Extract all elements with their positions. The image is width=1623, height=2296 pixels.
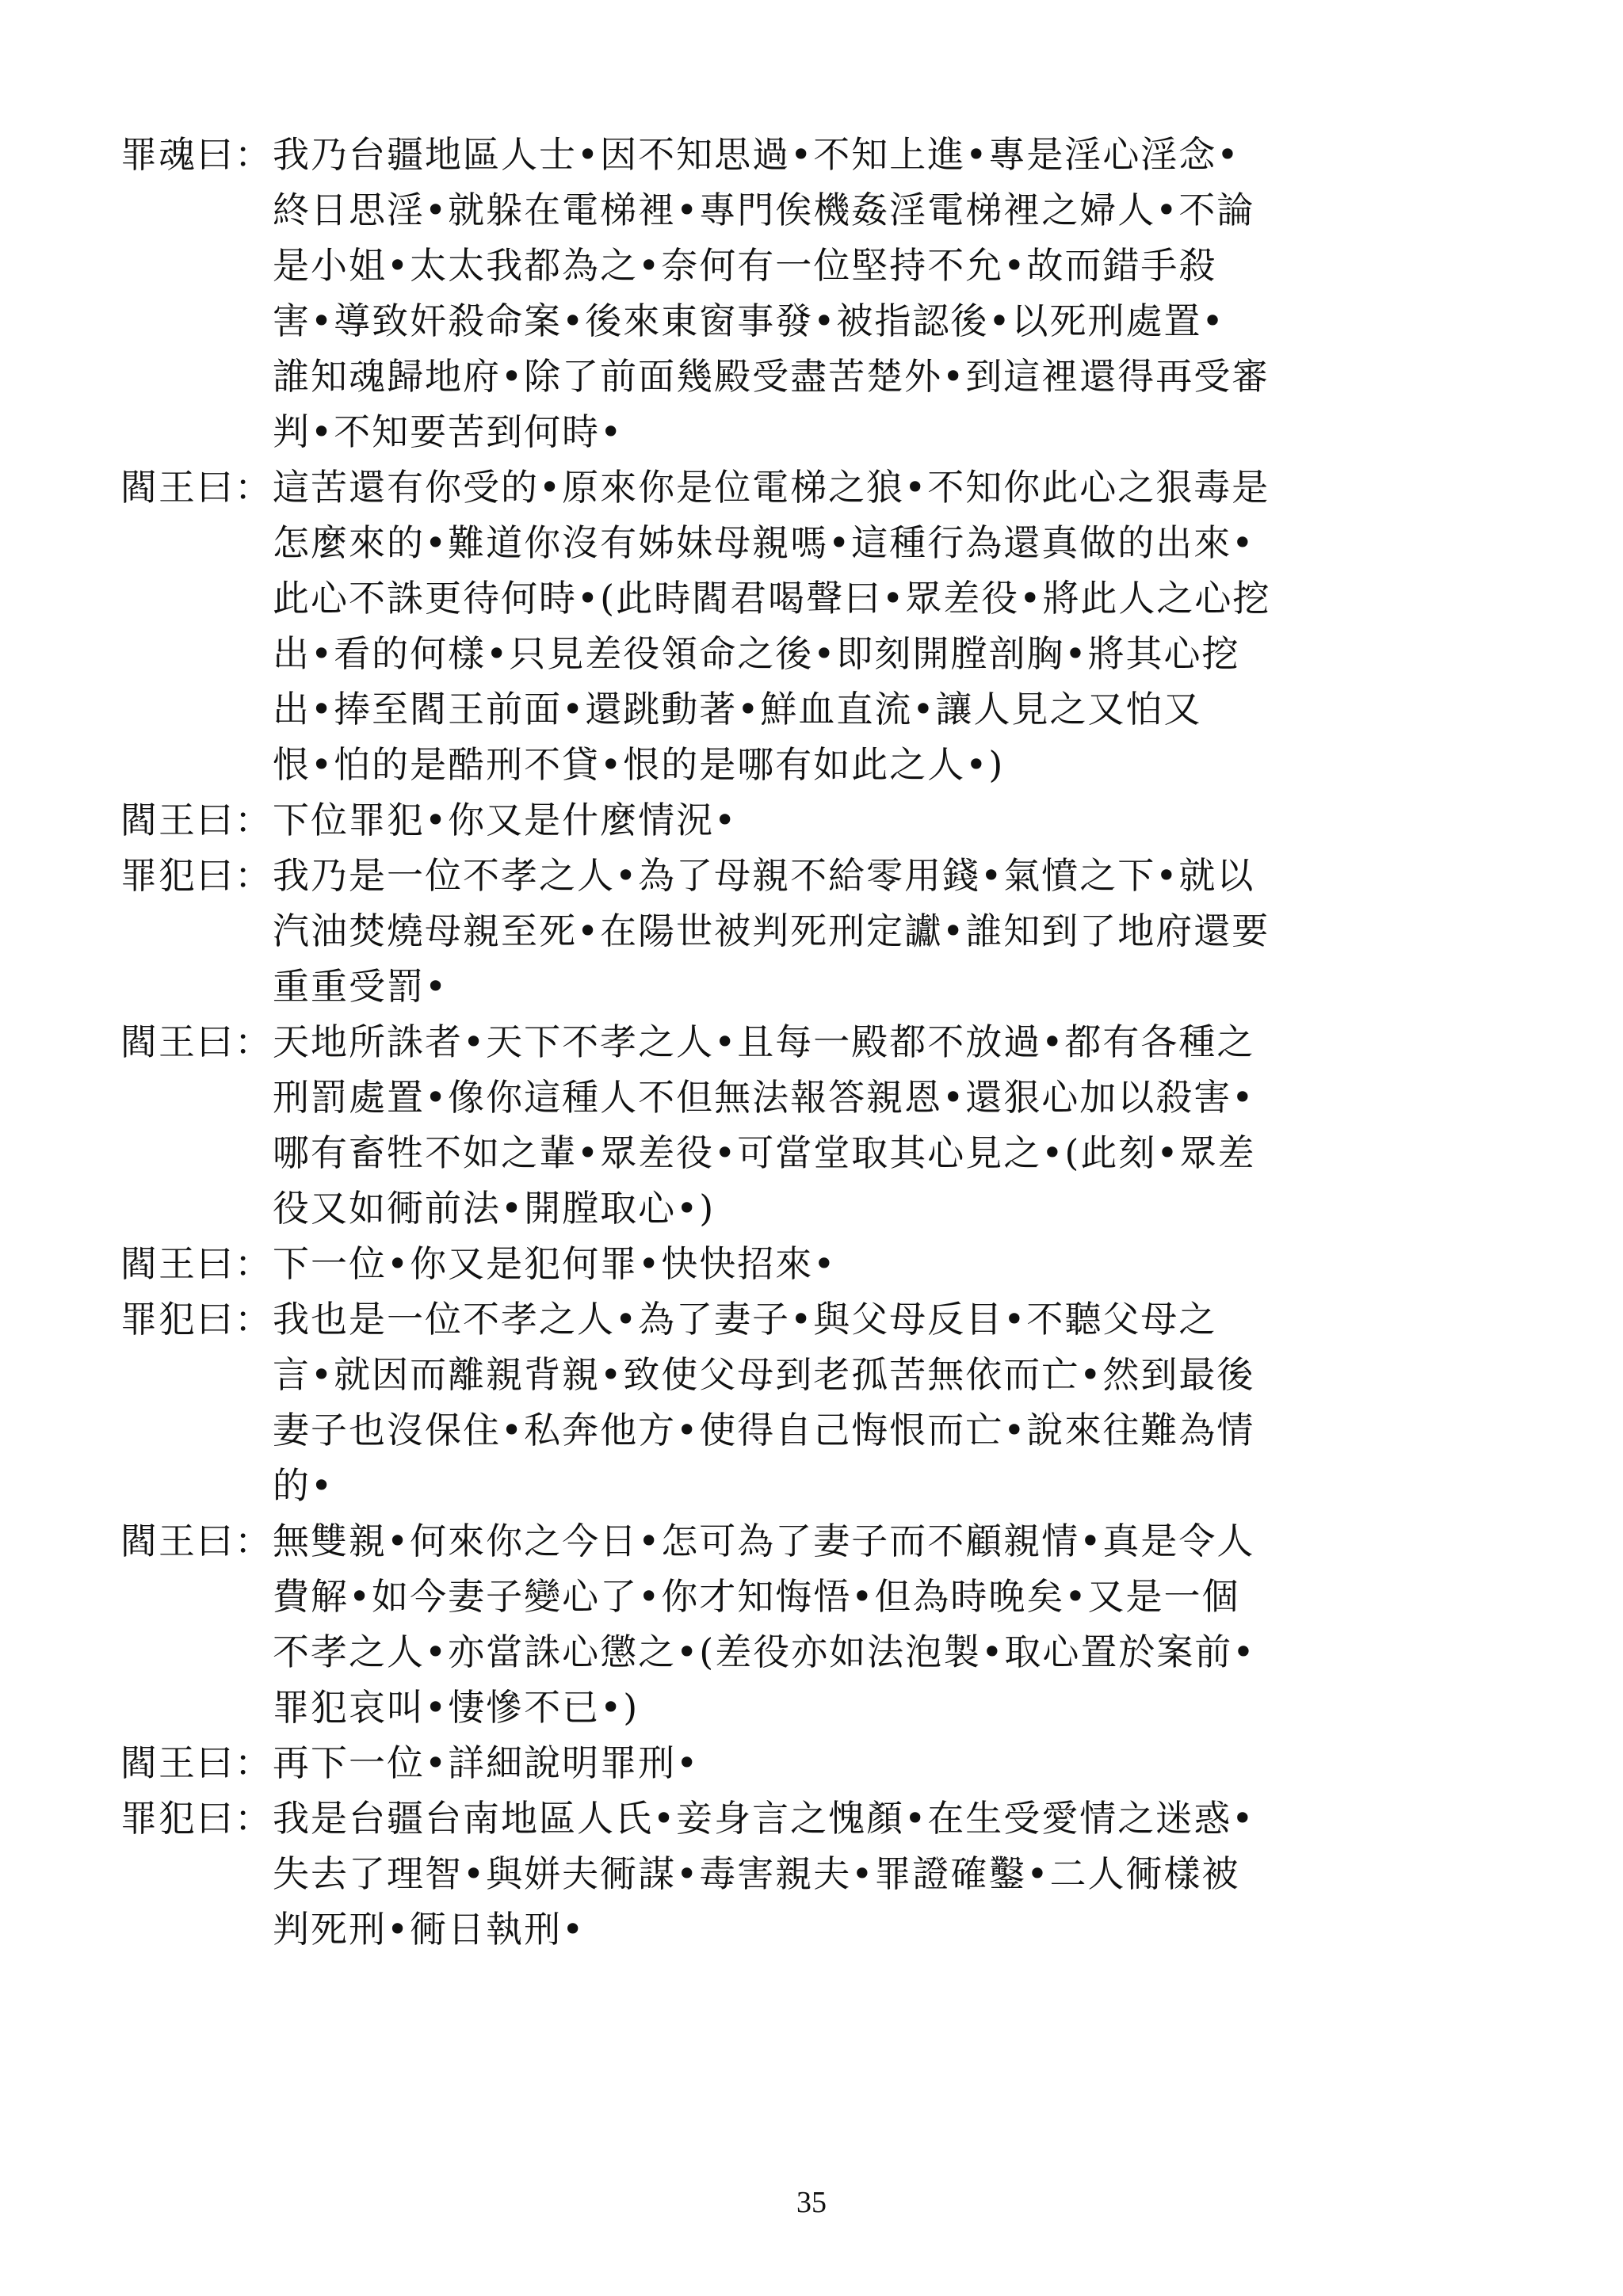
document-body [120, 127, 1515, 1957]
text-line: 我乃是一位不孝之人•為了母親不給零用錢•氣憤之下•就以 [273, 854, 1255, 897]
text-line: 我也是一位不孝之人•為了妻子•與父母反目•不聽父母之 [273, 1298, 1217, 1341]
text-line: 的• [273, 1464, 334, 1507]
text-line: 費解•如今妻子變心了•你才知悔悟•但為時晚矣•又是一個 [273, 1575, 1240, 1618]
text-line: 再下一位•詳細說明罪刑• [273, 1741, 700, 1784]
text-line: 出•看的何樣•只見差役領命之後•即刻開膛剖胸•將其心挖 [273, 632, 1240, 675]
text-line: 害•導致奸殺命案•後來東窗事發•被指認後•以死刑處置• [273, 299, 1225, 342]
text-line: 無雙親•何來你之今日•怎可為了妻子而不顧親情•真是令人 [273, 1520, 1255, 1562]
dialogue-text [273, 792, 1515, 848]
text-line: 此心不誅更待何時•(此時閻君喝聲曰•眾差役•將此人之心挖 [273, 577, 1271, 620]
dialogue-text [273, 1513, 1515, 1735]
speaker-label: 閻王曰： [120, 1020, 273, 1063]
dialogue-text [273, 460, 1515, 792]
speaker-label: 閻王曰： [120, 1520, 273, 1562]
text-line: 罪犯哀叫•悽慘不已•) [273, 1686, 640, 1729]
dialogue-entry [120, 1791, 1515, 1957]
text-line: 刑罰處置•像你這種人不但無法報答親恩•還狠心加以殺害• [273, 1076, 1255, 1119]
dialogue-entry [120, 792, 1515, 848]
speaker-label: 罪犯曰： [120, 1797, 273, 1840]
dialogue-entry [120, 848, 1515, 1014]
dialogue-text [273, 127, 1515, 460]
dialogue-entry [120, 460, 1515, 792]
text-line: 下一位•你又是犯何罪•快快招來• [273, 1242, 837, 1285]
speaker-label: 罪犯曰： [120, 854, 273, 897]
dialogue-text [273, 1791, 1515, 1957]
text-line: 判死刑•衕日執刑• [273, 1908, 586, 1951]
speaker-label: 罪犯曰： [120, 1298, 273, 1341]
dialogue-text [273, 1291, 1515, 1513]
speaker-label: 閻王曰： [120, 1242, 273, 1285]
dialogue-text [273, 848, 1515, 1014]
text-line: 天地所誅者•天下不孝之人•且每一殿都不放過•都有各種之 [273, 1020, 1255, 1063]
speaker-label: 罪魂曰： [120, 133, 273, 176]
dialogue-text [273, 1236, 1515, 1291]
text-line: 恨•怕的是酷刑不貸•恨的是哪有如此之人•) [273, 743, 1005, 786]
text-line: 汽油焚燒母親至死•在陽世被判死刑定讞•誰知到了地府還要 [273, 910, 1270, 952]
speaker-label: 閻王曰： [120, 1741, 273, 1784]
dialogue-entry [120, 127, 1515, 460]
speaker-label: 閻王曰： [120, 799, 273, 841]
speaker-label: 閻王曰： [120, 466, 273, 509]
text-line: 妻子也沒保住•私奔他方•使得自己悔恨而亡•說來往難為情 [273, 1409, 1255, 1451]
dialogue-entry [120, 1513, 1515, 1735]
text-line: 役又如衕前法•開膛取心•) [273, 1187, 716, 1230]
page-number: 35 [796, 2186, 827, 2219]
text-line: 這苦還有你受的•原來你是位電梯之狼•不知你此心之狠毒是 [273, 466, 1270, 509]
dialogue-entry [120, 1291, 1515, 1513]
dialogue-text [273, 1735, 1515, 1791]
text-line: 怎麼來的•難道你沒有姊妹母親嗎•這種行為還真做的出來• [273, 521, 1255, 564]
text-line: 是小姐•太太我都為之•奈何有一位堅持不允•故而錯手殺 [273, 244, 1217, 287]
dialogue-entry [120, 1014, 1515, 1236]
text-line: 哪有畜牲不如之輩•眾差役•可當堂取其心見之•(此刻•眾差 [273, 1131, 1256, 1174]
text-line: 不孝之人•亦當誅心懲之•(差役亦如法泡製•取心置於案前• [273, 1630, 1256, 1673]
text-line: 出•捧至閻王前面•還跳動著•鮮血直流•讓人見之又怕又 [273, 688, 1202, 730]
text-line: 言•就因而離親背親•致使父母到老孤苦無依而亡•然到最後 [273, 1353, 1255, 1396]
text-line: 終日思淫•就躲在電梯裡•專門俟機姦淫電梯裡之婦人•不論 [273, 189, 1255, 231]
text-line: 判•不知要苦到何時• [273, 410, 624, 453]
dialogue-entry [120, 1735, 1515, 1791]
text-line: 重重受罰• [273, 965, 449, 1008]
text-line: 我是台疆台南地區人氏•妾身言之愧顏•在生受愛情之迷惑• [273, 1797, 1255, 1840]
text-line: 下位罪犯•你又是什麼情況• [273, 799, 738, 841]
dialogue-text [273, 1014, 1515, 1236]
text-line: 我乃台疆地區人士•因不知思過•不知上進•專是淫心淫念• [273, 133, 1240, 176]
text-line: 失去了理智•與姘夫衕謀•毒害親夫•罪證確鑿•二人衕樣被 [273, 1852, 1240, 1895]
dialogue-entry [120, 1236, 1515, 1291]
text-line: 誰知魂歸地府•除了前面幾殿受盡苦楚外•到這裡還得再受審 [273, 355, 1270, 398]
